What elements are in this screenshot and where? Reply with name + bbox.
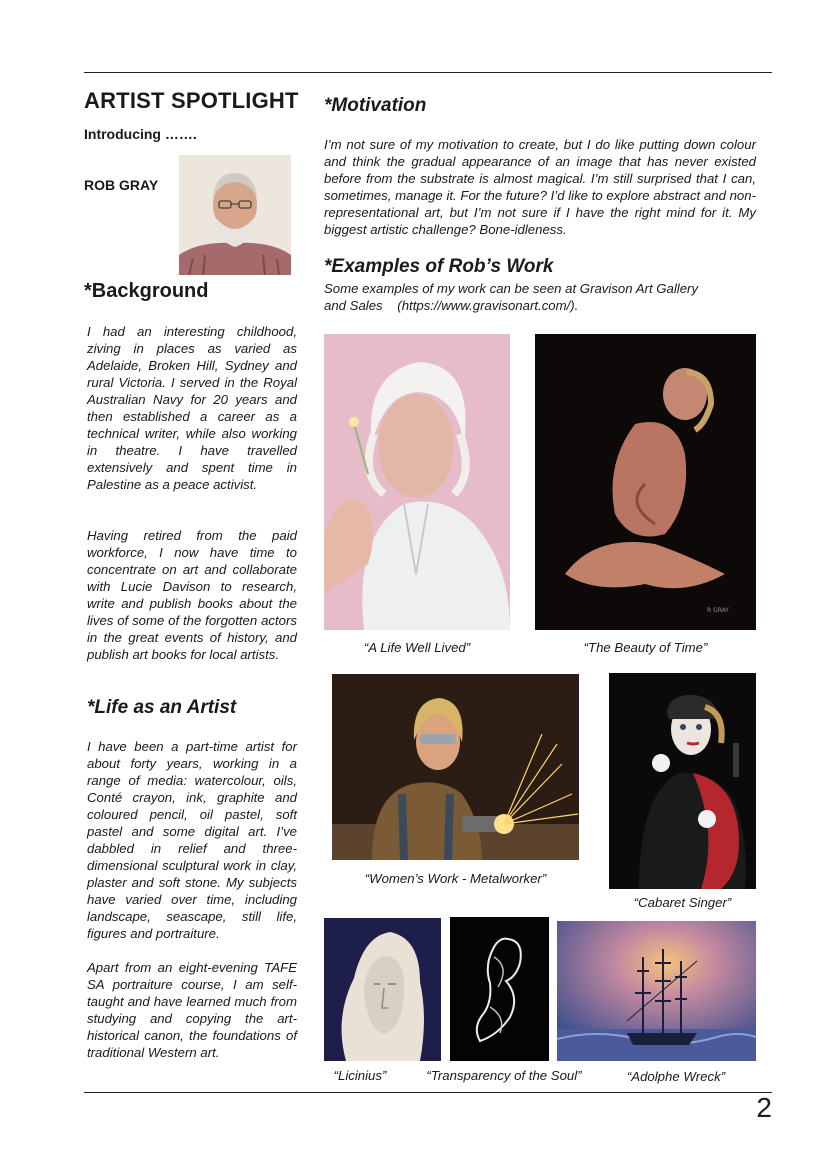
life-paragraph-1: I have been a part-time artist for about forty years, working in a range of media: watercolour, oils, Conté crayon, ink, graphite and coloured pencil, oil pastel, soft pastel and some digital art. I’ve dabbled in relief and three-dimensional sculptural work in clay, plaster and soft stone. My subjects have varied over time, including landscape, seascape, still life, figures and portraiture. — [87, 739, 297, 941]
caption-cabaret-singer: “Cabaret Singer” — [633, 895, 732, 910]
caption-womens-work: “Women’s Work - Metalworker” — [364, 871, 547, 886]
background-heading: *Background — [84, 280, 209, 302]
svg-text:R GRAY: R GRAY — [707, 607, 729, 614]
artwork-licinius[interactable] — [324, 918, 441, 1061]
life-heading: *Life as an Artist — [87, 697, 237, 718]
caption-licinius: “Licinius” — [333, 1068, 387, 1083]
artwork-womens-work[interactable] — [332, 674, 579, 860]
motivation-heading: *Motivation — [324, 95, 427, 116]
examples-intro-line-1: Some examples of my work can be seen at Gravison Art Gallery — [324, 281, 699, 296]
artwork-beauty-of-time[interactable] — [535, 334, 756, 630]
life-paragraph-2: Apart from an eight-evening TAFE SA portraiture course, I am self-taught and have learned much from studying and copying the art-historical canon, the foundations of traditional Western art. — [87, 960, 297, 1060]
background-paragraph-1: I had an interesting childhood, ziving in places as varied as Adelaide, Broken Hill, Sydney and rural Victoria. I served in the Royal Australian Navy for 20 years and then established a career as a technical writer, while also working in theatre. I have travelled extensively and spent time in Palestine as a peace activist. — [87, 324, 297, 492]
artist-photo — [179, 155, 291, 275]
intro-label: Introducing ……. — [84, 126, 197, 142]
caption-life-well-lived: “A Life Well Lived” — [363, 640, 471, 655]
background-paragraph-2: Having retired from the paid workforce, I now have time to concentrate on art and collaborate with Lucie Davison to research, write and publish books about the lives of some of the forgotten actors in the great events of history, and publish art books for local artists. — [87, 528, 297, 662]
artwork-adolphe-wreck[interactable] — [557, 921, 756, 1061]
artwork-transparency-of-the-soul[interactable] — [450, 917, 549, 1061]
artist-name: ROB GRAY — [84, 177, 159, 193]
artwork-cabaret-singer[interactable] — [609, 673, 756, 889]
caption-beauty-of-time: “The Beauty of Time” — [583, 640, 708, 655]
caption-adolphe-wreck: “Adolphe Wreck” — [626, 1069, 726, 1084]
page-number: 2 — [756, 1092, 772, 1123]
caption-transparency: “Transparency of the Soul” — [426, 1068, 582, 1083]
bottom-rule — [84, 1092, 772, 1093]
page-title: ARTIST SPOTLIGHT — [84, 88, 299, 113]
top-rule — [84, 72, 772, 73]
examples-intro-line-2: and Sales (https://www.gravisonart.com/). — [324, 298, 579, 313]
examples-heading: *Examples of Rob’s Work — [324, 256, 554, 277]
artwork-life-well-lived[interactable] — [324, 334, 510, 630]
motivation-text: I’m not sure of my motivation to create, but I do like putting down colour and think the gradual appearance of an image that has never existed before from the substrate is almost magical. I’m still surprised that I can, sometimes, manage it. For the future? I’d like to explore abstract and non-representational art, but I’m not sure if I have the right mind for it. My biggest artistic challenge? Bone-idleness. — [324, 137, 756, 237]
